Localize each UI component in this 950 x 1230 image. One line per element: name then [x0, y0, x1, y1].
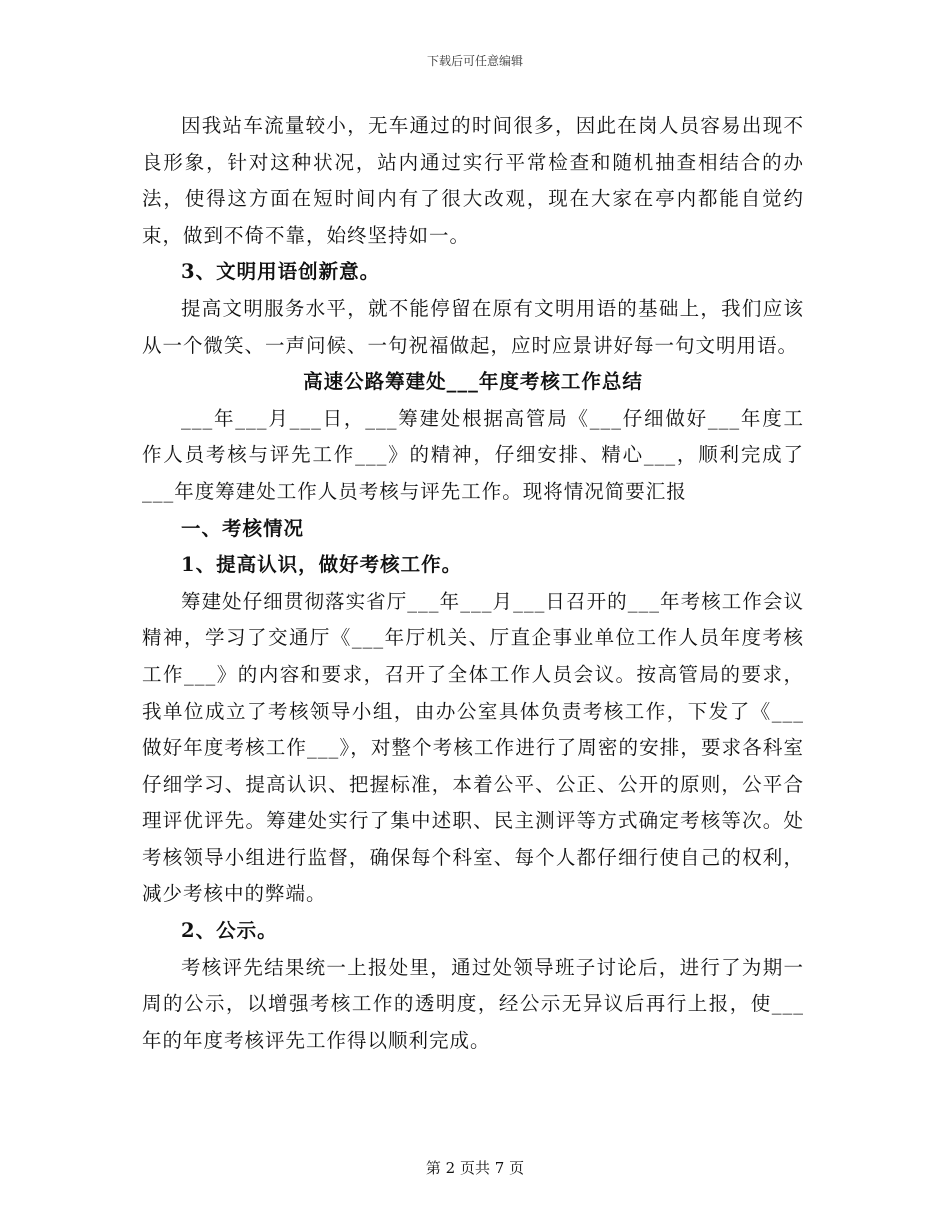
document-body: [142, 108, 804, 1059]
paragraph-assessment-process: 筹建处仔细贯彻落实省厅___年___月___日召开的___年考核工作会议精神，学习了交通厅《___年厅机关、厅直企事业单位工作人员年度考核工作___》的内容和要求，召开了全体工作人员会议。按高管局的要求，我单位成立了考核领导小组，由办公室具体负责考核工作，下发了《___做好年度考核工作___》，对整个考核工作进行了周密的安排，要求各科室仔细学习、提高认识、把握标准，本着公平、公正、公开的原则，公平合理评优评先。筹建处实行了集中述职、民主测评等方式确定考核等次。处考核领导小组进行监督，确保每个科室、每个人都仔细行使自己的权利，减少考核中的弊端。: [142, 589, 804, 906]
page-footer: 第 2 页共 7 页: [425, 1159, 525, 1177]
paragraph-station-appearance: 因我站车流量较小，无车通过的时间很多，因此在岗人员容易出现不良形象，针对这种状况，站内通过实行平常检查和随机抽查相结合的办法，使得这方面在短时间内有了很大改观，现在大家在亭内都能自觉约束，做到不倚不靠，始终坚持如一。: [142, 114, 804, 247]
paragraph-intro: ___年___月___日，___筹建处根据高管局《___仔细做好___年度工作人员考核与评先工作___》的精神，仔细安排、精心___，顺利完成了___年度筹建处工作人员考核与评先工作。现将情况简要汇报: [142, 406, 804, 503]
paragraph-civil-service: 提高文明服务水平，就不能停留在原有文明用语的基础上，我们应该从一个微笑、一声问候、一句祝福做起，应时应景讲好每一句文明用语。: [142, 296, 804, 357]
heading-assessment-status: 一、考核情况: [181, 516, 305, 540]
heading-raise-awareness: 1、提高认识，做好考核工作。: [181, 553, 463, 577]
heading-civil-language: 3、文明用语创新意。: [181, 260, 381, 284]
page-header: 下载后可任意编辑: [426, 54, 523, 68]
paragraph-public-notice: 考核评先结果统一上报处里，通过处领导班子讨论后，进行了为期一周的公示，以增强考核工作的透明度，经公示无异议后再行上报，使___年的年度考核评先工作得以顺利完成。: [142, 955, 804, 1052]
heading-public-notice: 2、公示。: [181, 919, 278, 943]
document-title: 高速公路筹建处___年度考核工作总结: [303, 370, 643, 394]
